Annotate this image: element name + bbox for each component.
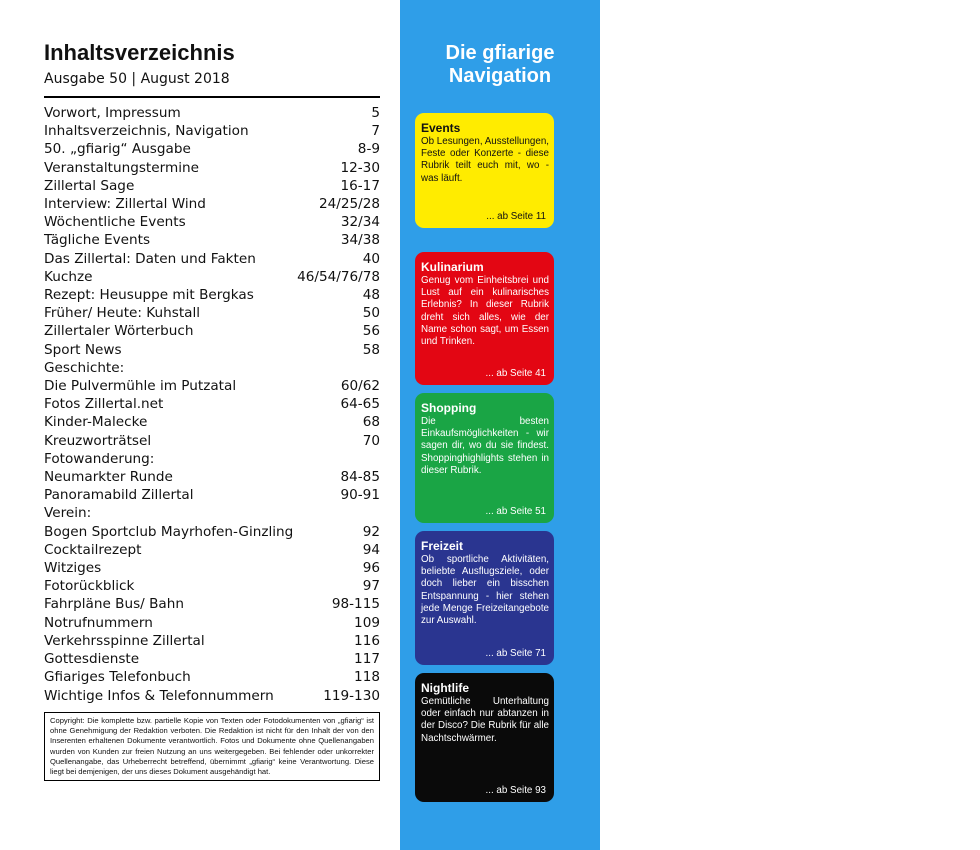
nav-box-nightlife[interactable] [415, 673, 554, 802]
nav-box-page-ref: ... ab Seite 41 [485, 368, 546, 379]
toc-entry-label: Zillertaler Wörterbuch [44, 323, 194, 340]
copyright-notice: Copyright: Die komplette bzw. partielle Kopie von Texten oder Fotodokumenten von „gfiarig“ ist ohne Genehmigung der Redaktion verboten. Die Redaktion ist nicht für den Inhalt der von den Inserenten erhaltenen Dokumente verantwortlich. Fotos und Dokumente ohne Quellenangaben wurden von Kunden zur freien Nutzung an uns weitergegeben. Bei fehlender oder unkorrekter Quellenangabe, das Urheberrecht betreffend, übernimmt „gfiarig“ keine Verantwortung. Diese liegt bei demjenigen, der uns dieses Dokument ausgehändigt hat. [44, 712, 380, 781]
toc-entry[interactable] [44, 177, 380, 195]
nav-box-text: Ob sportliche Aktivitäten, beliebte Ausflugsziele, oder doch lieber ein bisschen Entspannung - hier stehen jede Menge Freizeitangebote zur Auswahl. [421, 554, 549, 627]
toc-entry-page: 60/62 [340, 378, 380, 395]
table-of-contents [44, 40, 380, 705]
toc-entry-page: 119-130 [323, 687, 380, 704]
nav-box-title: Kulinarium [421, 260, 484, 274]
toc-entry[interactable] [44, 395, 380, 413]
toc-entry-page: 58 [362, 341, 380, 358]
toc-entry-label: Das Zillertal: Daten und Fakten [44, 250, 256, 267]
toc-entry-page: 98-115 [331, 596, 380, 613]
toc-entry-page [374, 450, 380, 468]
toc-entry-page: 7 [371, 123, 380, 140]
toc-entry[interactable] [44, 341, 380, 359]
nav-box-title: Freizeit [421, 539, 464, 553]
toc-entry-label: Neumarkter Runde [44, 469, 173, 486]
toc-entry-label: Kuchze [44, 268, 93, 285]
toc-entry-page: 56 [362, 323, 380, 340]
toc-entry-page: 32/34 [340, 214, 380, 231]
toc-entry-page: 97 [362, 578, 380, 595]
toc-entry[interactable] [44, 668, 380, 686]
toc-entry-label: Verein: [44, 505, 92, 522]
toc-entry[interactable] [44, 559, 380, 577]
toc-entry-label: Kinder-Malecke [44, 414, 148, 431]
toc-entry-page: 48 [362, 287, 380, 304]
toc-entry-page: 116 [354, 632, 380, 649]
toc-entry-page: 34/38 [340, 232, 380, 249]
toc-entry-label: Fotorückblick [44, 578, 135, 595]
toc-entry[interactable] [44, 632, 380, 650]
toc-entry[interactable] [44, 614, 380, 632]
toc-list [44, 104, 380, 705]
toc-entry-page: 16-17 [340, 177, 380, 194]
nav-box-kulinarium[interactable] [415, 252, 554, 385]
toc-entry-label: Veranstaltungstermine [44, 159, 199, 176]
toc-entry-label: Fahrpläne Bus/ Bahn [44, 596, 184, 613]
toc-entry-page: 117 [354, 651, 380, 668]
toc-entry[interactable] [44, 268, 380, 286]
toc-entry-page: 12-30 [340, 159, 380, 176]
toc-entry[interactable] [44, 413, 380, 431]
toc-entry-label: Sport News [44, 341, 122, 358]
toc-entry[interactable] [44, 577, 380, 595]
toc-entry[interactable] [44, 523, 380, 541]
toc-entry[interactable] [44, 504, 380, 522]
toc-entry-label: Verkehrsspinne Zillertal [44, 632, 205, 649]
toc-entry[interactable] [44, 122, 380, 140]
toc-entry-page: 40 [362, 250, 380, 267]
toc-entry-label: Wichtige Infos & Telefonnummern [44, 687, 274, 704]
toc-entry[interactable] [44, 104, 380, 122]
toc-entry-label: Vorwort, Impressum [44, 105, 181, 121]
toc-entry-page: 94 [362, 541, 380, 558]
toc-entry-label: Notrufnummern [44, 614, 153, 631]
nav-box-text: Die besten Einkaufsmöglichkeiten - wir sagen dir, wo du sie findest. Shoppinghighlights stehen in dieser Rubrik. [421, 416, 549, 476]
toc-entry-label: Gfiariges Telefonbuch [44, 669, 191, 686]
nav-box-shopping[interactable] [415, 393, 554, 523]
toc-entry-page: 92 [362, 523, 380, 540]
toc-entry[interactable] [44, 687, 380, 705]
nav-box-title: Nightlife [421, 681, 469, 695]
toc-entry[interactable] [44, 359, 380, 377]
toc-entry-page: 50 [362, 305, 380, 322]
toc-entry-page: 46/54/76/78 [297, 268, 380, 285]
toc-entry-label: Fotos Zillertal.net [44, 396, 164, 413]
toc-entry[interactable] [44, 159, 380, 177]
toc-entry-label: 50. „gfiarig“ Ausgabe [44, 141, 191, 158]
nav-box-page-ref: ... ab Seite 71 [485, 648, 546, 659]
toc-entry-label: Die Pulvermühle im Putzatal [44, 378, 237, 395]
toc-entry-page: 96 [362, 560, 380, 577]
navigation-title-line1: Die gfiarige [445, 42, 555, 64]
toc-entry-label: Geschichte: [44, 359, 125, 376]
nav-box-text: Gemütliche Unterhaltung oder einfach nur abtanzen in der Disco? Die Rubrik für alle Nachtschwärmer. [421, 696, 549, 744]
toc-entry-label: Fotowanderung: [44, 450, 155, 467]
nav-box-freizeit[interactable] [415, 531, 554, 665]
toc-entry-page [374, 504, 380, 522]
nav-box-page-ref: ... ab Seite 51 [485, 506, 546, 517]
toc-entry[interactable] [44, 541, 380, 559]
toc-entry-label: Rezept: Heusuppe mit Bergkas [44, 287, 254, 304]
toc-entry[interactable] [44, 377, 380, 395]
toc-entry-label: Interview: Zillertal Wind [44, 196, 206, 213]
nav-box-title: Shopping [421, 401, 477, 415]
toc-entry[interactable] [44, 322, 380, 340]
toc-entry[interactable] [44, 468, 380, 486]
toc-entry[interactable] [44, 213, 380, 231]
toc-entry-page: 5 [371, 105, 380, 121]
toc-entry-page: 24/25/28 [318, 196, 380, 213]
toc-entry-label: Witziges [44, 560, 102, 577]
issue-subtitle: Ausgabe 50 | August 2018 [44, 71, 230, 87]
toc-entry-label: Panoramabild Zillertal [44, 487, 194, 504]
toc-entry[interactable] [44, 231, 380, 249]
toc-entry-page: 68 [362, 414, 380, 431]
toc-entry[interactable] [44, 450, 380, 468]
navigation-panel [400, 0, 980, 850]
toc-entry-page: 8-9 [357, 141, 380, 158]
nav-box-page-ref: ... ab Seite 11 [486, 211, 546, 222]
toc-entry[interactable] [44, 650, 380, 668]
toc-entry-label: Bogen Sportclub Mayrhofen-Ginzling [44, 523, 294, 540]
toc-entry[interactable] [44, 250, 380, 268]
toc-entry-page [374, 359, 380, 377]
nav-box-text: Genug vom Einheitsbrei und Lust auf ein kulinarisches Erlebnis? In dieser Rubrik dreht sich alles, wie der Name schon sagt, um Essen und Trinken. [421, 275, 549, 348]
toc-entry-page: 84-85 [340, 469, 380, 486]
divider [44, 96, 380, 98]
toc-entry-label: Cocktailrezept [44, 541, 142, 558]
page-number: 7 [973, 807, 980, 821]
toc-entry[interactable] [44, 486, 380, 504]
navigation-title [400, 42, 600, 88]
nav-box-title: Events [421, 121, 461, 135]
toc-entry-page: 118 [354, 669, 380, 686]
toc-entry-label: Früher/ Heute: Kuhstall [44, 305, 201, 322]
toc-entry[interactable] [44, 286, 380, 304]
toc-entry-label: Zillertal Sage [44, 177, 135, 194]
nav-box-page-ref: ... ab Seite 93 [485, 785, 546, 796]
navigation-title-line2: Navigation [448, 65, 552, 87]
toc-entry-label: Wöchentliche Events [44, 214, 186, 231]
page-title: Inhaltsverzeichnis [44, 40, 235, 65]
toc-entry-label: Kreuzworträtsel [44, 432, 152, 449]
toc-entry-page: 90-91 [340, 487, 380, 504]
nav-box-text: Ob Lesungen, Ausstellungen, Feste oder Konzerte - diese Rubrik teilt euch mit, wo - was läuft. [421, 136, 550, 184]
toc-entry[interactable] [44, 304, 380, 322]
toc-entry-label: Tägliche Events [44, 232, 151, 249]
toc-entry[interactable] [44, 140, 380, 158]
toc-entry[interactable] [44, 432, 380, 450]
toc-entry-label: Inhaltsverzeichnis, Navigation [44, 123, 249, 140]
toc-entry-page: 70 [362, 432, 380, 449]
toc-entry[interactable] [44, 195, 380, 213]
toc-entry-label: Gottesdienste [44, 651, 140, 668]
toc-entry-page: 64-65 [340, 396, 380, 413]
toc-entry[interactable] [44, 595, 380, 613]
nav-box-events[interactable] [415, 113, 554, 228]
toc-entry-page: 109 [354, 614, 380, 631]
